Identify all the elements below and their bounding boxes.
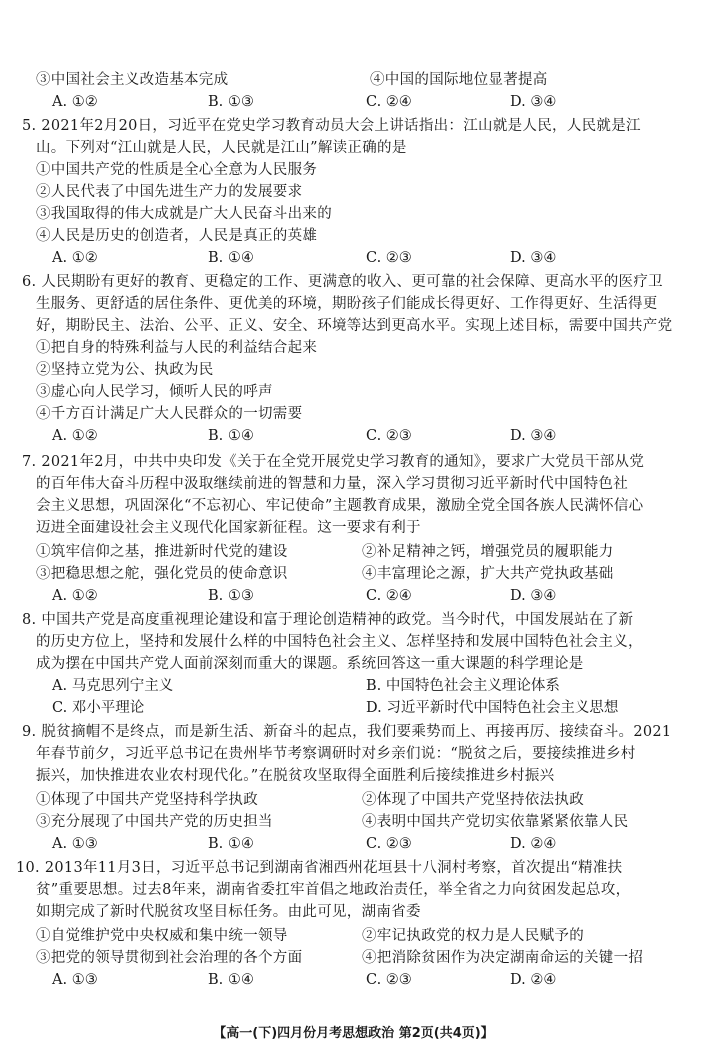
q6-item-2: ②坚持立党为公、执政为民 (36, 362, 214, 378)
q10-option-d: D. ②④ (510, 972, 557, 988)
q6-option-b: B. ①④ (208, 428, 254, 444)
q6-stem-2: 生服务、更舒适的居住条件、更优美的环境，期盼孩子们能成长得更好、工作得更好、生活得更 (36, 296, 658, 312)
q7-item-3: ③把稳思想之舵，强化党员的使命意识 (36, 566, 288, 582)
q8-stem-1: 8. 中国共产党是高度重视理论建设和富于理论创造精神的政党。当今时代，中国发展站在了新 (22, 612, 634, 628)
q10-item-2: ②牢记执政党的权力是人民赋予的 (362, 928, 584, 944)
q5-stem-2: 山。下列对“江山就是人民，人民就是江山”解读正确的是 (36, 140, 407, 156)
q5-item-1: ①中国共产党的性质是全心全意为人民服务 (36, 162, 318, 178)
q7-stem-4: 迈进全面建设社会主义现代化国家新征程。这一要求有利于 (36, 520, 421, 536)
q9-stem-1: 9. 脱贫摘帽不是终点，而是新生活、新奋斗的起点，我们要乘势而上、再接再厉、接续奋斗。2021 (22, 724, 672, 740)
q5-item-2: ②人民代表了中国先进生产力的发展要求 (36, 184, 303, 200)
q8-option-c: C. 邓小平理论 (52, 700, 145, 716)
q8-stem-3: 成为摆在中国共产党人面前深刻而重大的课题。系统回答这一重大课题的科学理论是 (36, 656, 584, 672)
q10-item-4: ④把消除贫困作为决定湖南命运的关键一招 (362, 950, 644, 966)
q10-item-1: ①自觉维护党中央权威和集中统一领导 (36, 928, 288, 944)
q9-item-1: ①体现了中国共产党坚持科学执政 (36, 792, 258, 808)
q7-option-d: D. ③④ (510, 588, 557, 604)
q6-option-d: D. ③④ (510, 428, 557, 444)
q6-item-3: ③虚心向人民学习，倾听人民的呼声 (36, 384, 273, 400)
q9-stem-3: 振兴，加快推进农业农村现代化。”在脱贫攻坚取得全面胜利后接续推进乡村振兴 (36, 768, 555, 784)
q10-stem-2: 贫”重要思想。过去8年来，湖南省委扛牢首倡之地政治责任，举全省之力向贫困发起总攻， (36, 882, 631, 898)
q4-item-3: ③中国社会主义改造基本完成 (36, 72, 229, 88)
q8-stem-2: 的历史方位上，坚持和发展什么样的中国特色社会主义、怎样坚持和发展中国特色社会主义， (36, 634, 643, 650)
q7-option-c: C. ②④ (366, 588, 412, 604)
q7-stem-3: 会主义思想，巩固深化“不忘初心、牢记使命”主题教育成果，激励全党全国各族人民满怀信心 (36, 498, 644, 514)
q9-option-c: C. ②③ (366, 836, 412, 852)
q9-item-2: ②体现了中国共产党坚持依法执政 (362, 792, 584, 808)
q6-stem-3: 好，期盼民主、法治、公平、正义、安全、环境等达到更高水平。实现上述目标，需要中国共产党 (36, 318, 673, 334)
q6-option-c: C. ②③ (366, 428, 412, 444)
q5-option-d: D. ③④ (510, 250, 557, 266)
q5-item-3: ③我国取得的伟大成就是广大人民奋斗出来的 (36, 206, 332, 222)
page-footer: 【高一(下)四月份月考思想政治 第2页(共4页)】 (213, 1026, 494, 1041)
q4-option-b: B. ①③ (208, 94, 254, 110)
q7-item-2: ②补足精神之钙，增强党员的履职能力 (362, 544, 614, 560)
q9-option-a: A. ①③ (52, 836, 98, 852)
q6-item-4: ④千方百计满足广大人民群众的一切需要 (36, 406, 303, 422)
q6-item-1: ①把自身的特殊利益与人民的利益结合起来 (36, 340, 318, 356)
q7-item-4: ④丰富理论之源，扩大共产党执政基础 (362, 566, 614, 582)
q5-option-a: A. ①② (52, 250, 98, 266)
q5-option-c: C. ②③ (366, 250, 412, 266)
q9-item-4: ④表明中国共产党切实依靠紧紧依靠人民 (362, 814, 629, 830)
q4-option-d: D. ③④ (510, 94, 557, 110)
q7-stem-2: 的百年伟大奋斗历程中汲取继续前进的智慧和力量，深入学习贯彻习近平新时代中国特色社 (36, 476, 628, 492)
q5-item-4: ④人民是历史的创造者，人民是真正的英雄 (36, 228, 318, 244)
q8-option-a: A. 马克思列宁主义 (52, 678, 174, 694)
q5-option-b: B. ①④ (208, 250, 254, 266)
q6-stem-1: 6. 人民期盼有更好的教育、更稳定的工作、更满意的收入、更可靠的社会保障、更高水平的医疗卫 (22, 274, 663, 290)
q7-option-b: B. ①③ (208, 588, 254, 604)
q7-item-1: ①筑牢信仰之基，推进新时代党的建设 (36, 544, 288, 560)
q7-option-a: A. ①② (52, 588, 98, 604)
q10-stem-1: 10. 2013年11月3日，习近平总书记到湖南省湘西州花垣县十八洞村考察，首次提出“精准扶 (16, 860, 623, 876)
q10-item-3: ③把党的领导贯彻到社会治理的各个方面 (36, 950, 303, 966)
q9-item-3: ③充分展现了中国共产党的历史担当 (36, 814, 273, 830)
q8-option-d: D. 习近平新时代中国特色社会主义思想 (366, 700, 619, 716)
q10-option-b: B. ①④ (208, 972, 254, 988)
q8-option-b: B. 中国特色社会主义理论体系 (366, 678, 560, 694)
q10-option-c: C. ②③ (366, 972, 412, 988)
q4-option-a: A. ①② (52, 94, 98, 110)
q10-option-a: A. ①③ (52, 972, 98, 988)
q9-stem-2: 年春节前夕，习近平总书记在贵州毕节考察调研时对乡亲们说：“脱贫之后，要接续推进乡村 (36, 746, 636, 762)
q9-option-d: D. ②④ (510, 836, 557, 852)
q10-stem-3: 如期完成了新时代脱贫攻坚目标任务。由此可见，湖南省委 (36, 904, 421, 920)
q4-option-c: C. ②④ (366, 94, 412, 110)
q4-item-4: ④中国的国际地位显著提高 (370, 72, 548, 88)
q6-option-a: A. ①② (52, 428, 98, 444)
q7-stem-1: 7. 2021年2月，中共中央印发《关于在全党开展党史学习教育的通知》，要求广大党员干部从党 (22, 454, 645, 470)
q9-option-b: B. ①④ (208, 836, 254, 852)
q5-stem-1: 5. 2021年2月20日，习近平在党史学习教育动员大会上讲话指出：江山就是人民，人民就是江 (22, 118, 641, 134)
